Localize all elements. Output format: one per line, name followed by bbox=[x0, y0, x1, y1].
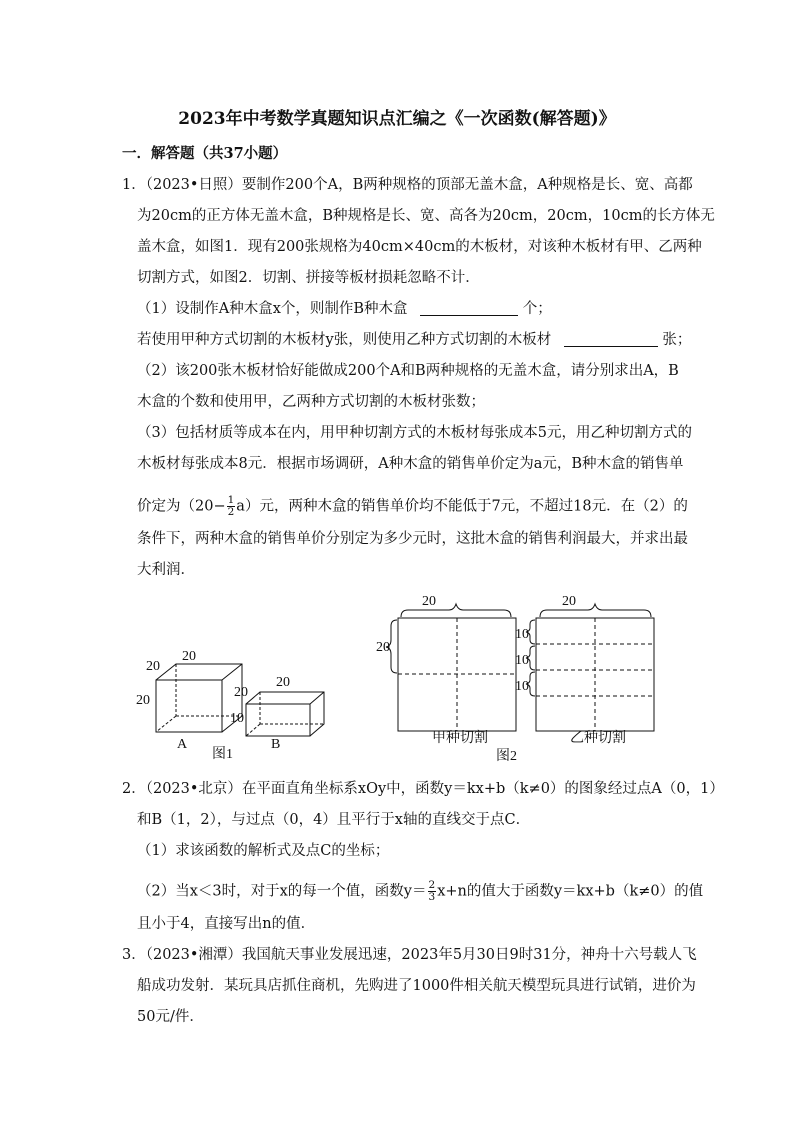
q1-line-4: 切割方式，如图2．切割、拼接等板材损耗忽略不计． bbox=[137, 270, 480, 286]
q1-part3-line-3 bbox=[137, 495, 688, 518]
q2-part1: （1）求该函数的解析式及点C的坐标； bbox=[137, 843, 390, 859]
yi-side-label-2: 10 bbox=[515, 653, 529, 668]
q2-part2-line-2: 且小于4，直接写出n的值． bbox=[137, 916, 316, 932]
yi-top-brace bbox=[540, 604, 651, 617]
section-heading: 一．解答题（共37小题） bbox=[122, 145, 288, 162]
figure-1-caption: 图1 bbox=[212, 747, 233, 762]
q2-part2-line-1 bbox=[137, 880, 703, 903]
q3-line-2: 船成功发射．某玩具店抓住商机，先购进了1000件相关航天模型玩具进行试销，进价为 bbox=[137, 978, 696, 994]
q1-line-1: 1．（2023•日照）要制作200个A，B两种规格的顶部无盖木盒，A种规格是长、宽、高都 bbox=[122, 177, 693, 193]
q1-line-3: 盖木盒，如图1．现有200张规格为40cm×40cm的木板材，对该种木板材有甲、乙两种 bbox=[137, 239, 702, 255]
box-b-depth-label: 20 bbox=[234, 685, 248, 700]
yi-top-label: 20 bbox=[562, 594, 576, 609]
cube-a-front bbox=[156, 680, 222, 732]
figure-1-boxes bbox=[130, 640, 340, 765]
box-b-label: B bbox=[271, 737, 281, 752]
q1-part3-line-4: 条件下，两种木盒的销售单价分别定为多少元时，这批木盒的销售利润最大，并求出最 bbox=[137, 531, 688, 547]
q1-part3-line-5: 大利润． bbox=[137, 562, 195, 578]
figure-2-cutting bbox=[370, 590, 670, 764]
q1-part3-line-1: （3）包括材质等成本在内，用甲种切割方式的木板材每张成本5元，用乙种切割方式的 bbox=[137, 425, 692, 441]
cube-a-height-label: 20 bbox=[136, 693, 150, 708]
cube-a-width-label: 20 bbox=[182, 649, 196, 664]
jia-cut-caption: 甲种切割 bbox=[432, 731, 488, 746]
q1-part1-b-end: 张； bbox=[662, 332, 692, 348]
fraction-numerator: 2 bbox=[428, 879, 436, 891]
box-b-back bbox=[246, 692, 324, 736]
box-b-width-label: 20 bbox=[276, 675, 290, 690]
fraction-denominator: 3 bbox=[428, 891, 436, 903]
fraction-one-half bbox=[227, 495, 236, 518]
q1-part1-a bbox=[137, 299, 552, 319]
yi-side-label-3: 10 bbox=[515, 679, 529, 694]
q3-line-1: 3．（2023•湘潭）我国航天事业发展迅速，2023年5月30日9时31分，神舟十六号载人飞 bbox=[122, 947, 697, 963]
q1-part1-b bbox=[137, 330, 691, 350]
q1-part1-a-end: 个； bbox=[522, 301, 552, 317]
yi-cut-caption: 乙种切割 bbox=[570, 731, 626, 746]
page-title: 2023年中考数学真题知识点汇编之《一次函数(解答题)》 bbox=[178, 109, 616, 129]
q2-part2-pre: （2）当x＜3时，对于x的每一个值，函数y＝ bbox=[137, 883, 427, 900]
q1-part2-line-1: （2）该200张木板材恰好能做成200个A和B两种规格的无盖木盒，请分别求出A，B bbox=[137, 363, 679, 379]
answer-blank-1[interactable] bbox=[420, 301, 518, 316]
answer-blank-2[interactable] bbox=[564, 332, 658, 347]
q3-line-3: 50元/件． bbox=[137, 1009, 204, 1025]
q1-part1-b-text: 若使用甲种方式切割的木板材y张，则使用乙种方式切割的木板材 bbox=[137, 332, 552, 348]
q1-part2-line-2: 木盒的个数和使用甲，乙两种方式切割的木板材张数； bbox=[137, 394, 485, 410]
fraction-denominator: 2 bbox=[227, 506, 235, 518]
q1-part3-price-post: a）元，两种木盒的销售单价均不能低于7元，不超过18元．在（2）的 bbox=[236, 498, 688, 515]
box-b-front bbox=[246, 704, 310, 736]
q1-part3-price-pre: 价定为（20− bbox=[137, 498, 226, 515]
jia-side-label: 20 bbox=[376, 640, 390, 655]
fraction-two-thirds bbox=[428, 880, 437, 903]
q1-line-2: 为20cm的正方体无盖木盒，B种规格是长、宽、高各为20cm，20cm，10cm的长方体无 bbox=[137, 208, 715, 224]
box-a-label: A bbox=[177, 737, 188, 752]
q2-part2-post: x+n的值大于函数y＝kx+b（k≠0）的值 bbox=[437, 883, 704, 900]
jia-side-brace bbox=[386, 620, 397, 673]
figure-2-caption: 图2 bbox=[496, 749, 517, 764]
cube-a-depth-label: 20 bbox=[146, 659, 160, 674]
q2-line-2: 和B（1，2），与过点（0，4）且平行于x轴的直线交于点C． bbox=[137, 812, 531, 828]
jia-top-label: 20 bbox=[422, 594, 436, 609]
box-b-height-label: 10 bbox=[230, 711, 244, 726]
q2-line-1: 2．（2023•北京）在平面直角坐标系xOy中，函数y＝kx+b（k≠0）的图象经过点A（0，1） bbox=[122, 781, 724, 797]
q1-part1-a-text: （1）设制作A种木盒x个，则制作B种木盒 bbox=[137, 301, 408, 317]
q1-part3-line-2: 木板材每张成本8元．根据市场调研，A种木盒的销售单价定为a元，B种木盒的销售单 bbox=[137, 456, 684, 472]
yi-side-label-1: 10 bbox=[515, 627, 529, 642]
fraction-numerator: 1 bbox=[227, 494, 235, 506]
jia-top-brace bbox=[401, 604, 511, 617]
